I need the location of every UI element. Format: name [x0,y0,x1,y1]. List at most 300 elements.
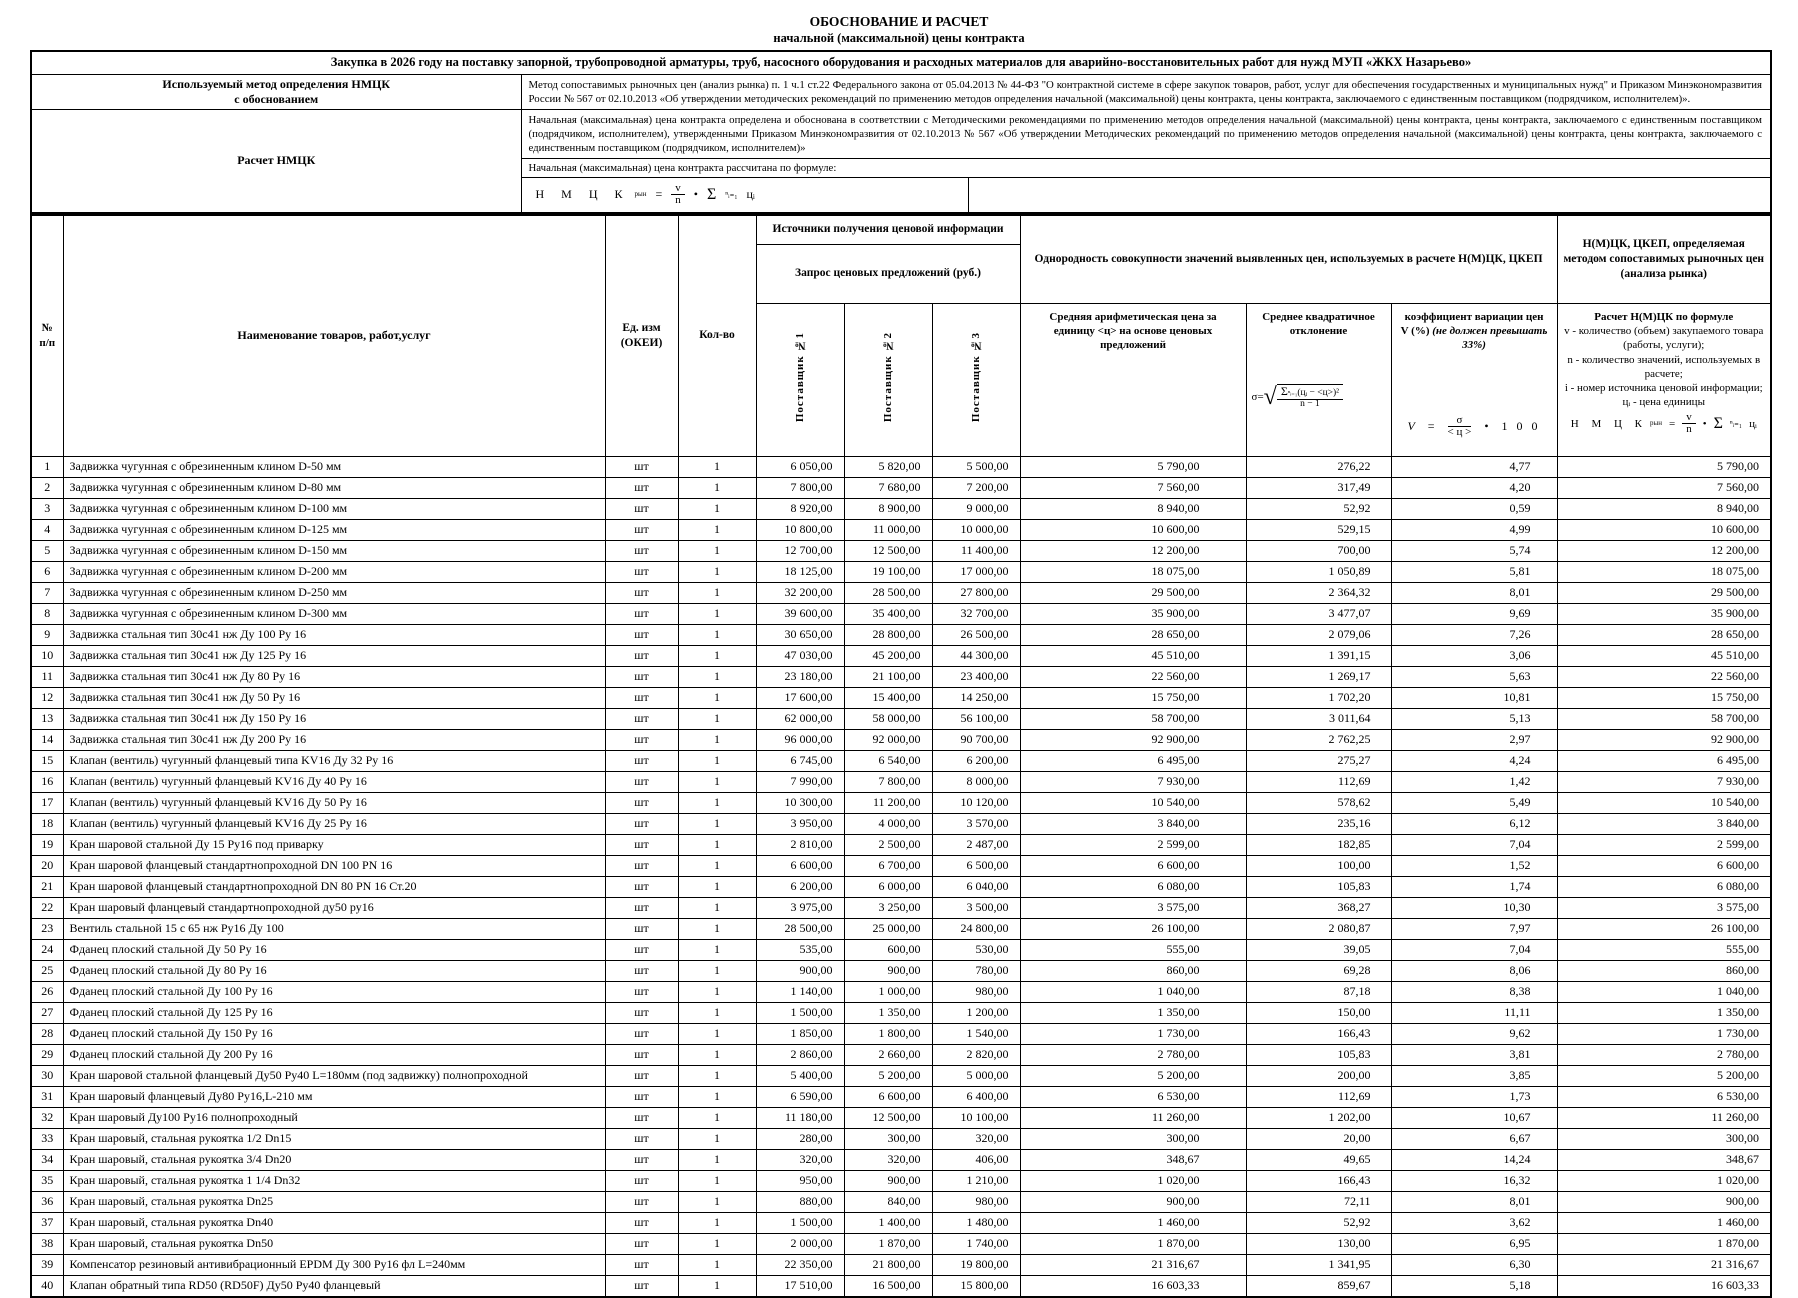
cell-supplier1-price: 1 850,00 [756,1023,844,1044]
cell-num: 1 [31,456,63,477]
cell-variation: 10,67 [1391,1107,1557,1128]
cell-supplier2-price: 19 100,00 [844,561,932,582]
cell-num: 21 [31,876,63,897]
cell-supplier2-price: 1 000,00 [844,981,932,1002]
cell-supplier2-price: 900,00 [844,1170,932,1191]
cell-name: Компенсатор резиновый антивибрационный EPDM Ду 300 Ру16 фл L=240мм [63,1254,605,1275]
cell-unit: шт [605,1128,678,1149]
cell-supplier1-price: 11 180,00 [756,1107,844,1128]
cell-stddev: 39,05 [1246,939,1391,960]
cell-name: Задвижка стальная тип 30с41 нж Ду 80 Ру 16 [63,666,605,687]
cell-nmck: 15 750,00 [1557,687,1771,708]
cell-avg-price: 12 200,00 [1020,540,1246,561]
cell-stddev: 1 202,00 [1246,1107,1391,1128]
cell-nmck: 5 790,00 [1557,456,1771,477]
cell-avg-price: 35 900,00 [1020,603,1246,624]
cell-avg-price: 7 930,00 [1020,771,1246,792]
cell-avg-price: 7 560,00 [1020,477,1246,498]
cell-num: 38 [31,1233,63,1254]
table-row [31,1191,1771,1212]
formula-intro: Начальная (максимальная) цена контракта рассчитана по формуле: [521,158,1771,177]
table-row [31,1128,1771,1149]
cell-supplier1-price: 1 500,00 [756,1002,844,1023]
cell-qty: 1 [678,1023,756,1044]
cell-variation: 6,30 [1391,1254,1557,1275]
cell-supplier1-price: 28 500,00 [756,918,844,939]
cell-unit: шт [605,1275,678,1297]
col-header-num: № п/п [31,215,63,457]
cell-stddev: 3 477,07 [1246,603,1391,624]
cell-unit: шт [605,477,678,498]
cell-supplier3-price: 10 120,00 [932,792,1020,813]
table-row [31,498,1771,519]
cell-supplier1-price: 6 200,00 [756,876,844,897]
cell-avg-price: 300,00 [1020,1128,1246,1149]
method-label-line1: Используемый метод определения НМЦК [162,76,391,91]
cell-qty: 1 [678,813,756,834]
cell-stddev: 166,43 [1246,1170,1391,1191]
cell-name: Задвижка стальная тип 30с41 нж Ду 50 Ру 16 [63,687,605,708]
cell-nmck: 1 020,00 [1557,1170,1771,1191]
cell-supplier3-price: 6 040,00 [932,876,1020,897]
formula-sum: Σ [706,185,717,203]
cell-num: 5 [31,540,63,561]
cell-nmck: 12 200,00 [1557,540,1771,561]
cell-qty: 1 [678,939,756,960]
table-row [31,666,1771,687]
cell-supplier1-price: 7 990,00 [756,771,844,792]
cell-supplier2-price: 2 500,00 [844,834,932,855]
cell-supplier3-price: 530,00 [932,939,1020,960]
cell-nmck: 6 495,00 [1557,750,1771,771]
cell-nmck: 2 780,00 [1557,1044,1771,1065]
cell-supplier1-price: 6 600,00 [756,855,844,876]
cell-stddev: 3 011,64 [1246,708,1391,729]
cell-name: Кран шаровый Ду100 Ру16 полнопроходный [63,1107,605,1128]
cell-num: 11 [31,666,63,687]
cell-supplier3-price: 3 500,00 [932,897,1020,918]
cell-variation: 8,01 [1391,1191,1557,1212]
cell-num: 7 [31,582,63,603]
formula-split [522,178,1771,212]
cell-stddev: 166,43 [1246,1023,1391,1044]
cell-name: Клапан обратный типа RD50 (RD50F) Ду50 Ру40 фланцевый [63,1275,605,1297]
cell-supplier3-price: 56 100,00 [932,708,1020,729]
cell-name: Кран шаровый, стальная рукоятка Dn25 [63,1191,605,1212]
cell-unit: шт [605,1233,678,1254]
cell-variation: 3,85 [1391,1065,1557,1086]
cell-name: Кран шаровой стальной Ду 15 Ру16 под приварку [63,834,605,855]
cell-name: Задвижка чугунная с обрезиненным клином D-200 мм [63,561,605,582]
formula-empty-cell [969,178,1771,212]
cell-nmck: 6 080,00 [1557,876,1771,897]
cell-name: Задвижка чугунная с обрезиненным клином D-125 мм [63,519,605,540]
cell-qty: 1 [678,918,756,939]
cell-num: 2 [31,477,63,498]
variation-note: (не должен превышать 33%) [1432,324,1548,352]
cell-stddev: 200,00 [1246,1065,1391,1086]
cell-avg-price: 6 530,00 [1020,1086,1246,1107]
cell-variation: 4,99 [1391,519,1557,540]
col-header-calc: Расчет Н(М)ЦК по формуле v - количество (объем) закупаемого товара (работы, услуги); n - количество значений, используемых в расчете; i - номер источника ценовой информации; цᵢ - цена единицы Н М Ц К рын = $\frac{v}{n}$ • Σ ⁿᵢ₌₁ цᵢ [1557,303,1771,456]
cell-name: Задвижка чугунная с обрезиненным клином D-80 мм [63,477,605,498]
cell-variation: 7,26 [1391,624,1557,645]
cell-stddev: 1 391,15 [1246,645,1391,666]
cell-num: 16 [31,771,63,792]
cell-supplier2-price: 1 400,00 [844,1212,932,1233]
cell-qty: 1 [678,1149,756,1170]
cell-unit: шт [605,1254,678,1275]
cell-supplier2-price: 8 900,00 [844,498,932,519]
cell-qty: 1 [678,1212,756,1233]
nmck-formula-content [536,183,755,207]
cell-nmck: 16 603,33 [1557,1275,1771,1297]
col-header-variation: коэффициент вариации цен V (%) (не должен превышать 33%) V = $\frac{\sigma}{< ц >}$ • 1 0 0 [1391,303,1557,456]
cell-num: 14 [31,729,63,750]
cell-qty: 1 [678,477,756,498]
calculation-table [30,214,1772,1298]
cell-avg-price: 6 495,00 [1020,750,1246,771]
cell-supplier1-price: 8 920,00 [756,498,844,519]
cell-num: 32 [31,1107,63,1128]
cell-nmck: 900,00 [1557,1191,1771,1212]
table-row [31,834,1771,855]
cell-avg-price: 29 500,00 [1020,582,1246,603]
title-line-2: начальной (максимальной) цены контракта [773,30,1025,45]
cell-variation: 7,04 [1391,834,1557,855]
cell-stddev: 276,22 [1246,456,1391,477]
cell-stddev: 52,92 [1246,1212,1391,1233]
cell-supplier3-price: 6 400,00 [932,1086,1020,1107]
cell-qty: 1 [678,729,756,750]
cell-supplier1-price: 22 350,00 [756,1254,844,1275]
cell-num: 39 [31,1254,63,1275]
cell-unit: шт [605,813,678,834]
cell-supplier2-price: 11 200,00 [844,792,932,813]
cell-nmck: 18 075,00 [1557,561,1771,582]
cell-supplier2-price: 5 820,00 [844,456,932,477]
cell-supplier3-price: 406,00 [932,1149,1020,1170]
cell-supplier3-price: 24 800,00 [932,918,1020,939]
cell-avg-price: 26 100,00 [1020,918,1246,939]
cell-supplier1-price: 12 700,00 [756,540,844,561]
cell-nmck: 2 599,00 [1557,834,1771,855]
cell-num: 24 [31,939,63,960]
cell-name: Кран шаровый, стальная рукоятка 3/4 Dn20 [63,1149,605,1170]
table-row [31,855,1771,876]
cell-name: Кран шаровой фланцевый стандартнопроходной DN 100 PN 16 [63,855,605,876]
cell-avg-price: 28 650,00 [1020,624,1246,645]
table-row [31,939,1771,960]
cell-name: Клапан (вентиль) чугунный фланцевый KV16 Ду 50 Ру 16 [63,792,605,813]
cell-supplier1-price: 17 600,00 [756,687,844,708]
cell-name: Кран шаровый, стальная рукоятка Dn40 [63,1212,605,1233]
cell-supplier1-price: 2 860,00 [756,1044,844,1065]
cell-avg-price: 3 575,00 [1020,897,1246,918]
cell-supplier2-price: 6 700,00 [844,855,932,876]
cell-nmck: 7 930,00 [1557,771,1771,792]
cell-qty: 1 [678,708,756,729]
cell-unit: шт [605,708,678,729]
cell-name: Задвижка стальная тип 30с41 нж Ду 200 Ру 16 [63,729,605,750]
cell-num: 9 [31,624,63,645]
cell-unit: шт [605,645,678,666]
cell-nmck: 10 600,00 [1557,519,1771,540]
method-label-line2: с обоснованием [234,91,319,106]
cell-qty: 1 [678,498,756,519]
cell-supplier1-price: 17 510,00 [756,1275,844,1297]
cell-supplier2-price: 58 000,00 [844,708,932,729]
stddev-formula: σ= √ $\frac{\text{Σⁿᵢ₌₁(цᵢ − <ц>)²}}{n - 1}$ [1250,384,1388,410]
cell-unit: шт [605,855,678,876]
cell-variation: 2,97 [1391,729,1557,750]
cell-supplier3-price: 2 487,00 [932,834,1020,855]
table-row [31,540,1771,561]
table-row [31,960,1771,981]
cell-supplier3-price: 10 100,00 [932,1107,1020,1128]
cell-avg-price: 45 510,00 [1020,645,1246,666]
col-header-qty: Кол-во [678,215,756,457]
formula-cell [521,177,1771,213]
cell-qty: 1 [678,897,756,918]
cell-supplier3-price: 3 570,00 [932,813,1020,834]
cell-supplier2-price: 12 500,00 [844,1107,932,1128]
cell-supplier1-price: 32 200,00 [756,582,844,603]
cell-supplier2-price: 16 500,00 [844,1275,932,1297]
cell-nmck: 300,00 [1557,1128,1771,1149]
table-body [31,456,1771,1297]
cell-stddev: 2 762,25 [1246,729,1391,750]
cell-variation: 1,73 [1391,1086,1557,1107]
cell-avg-price: 1 350,00 [1020,1002,1246,1023]
title-line-1: ОБОСНОВАНИЕ И РАСЧЕТ [809,14,989,29]
col-group-sources: Источники получения ценовой информации [756,215,1020,245]
col-header-supplier1: Поставщик №1 [756,303,844,456]
cell-supplier3-price: 2 820,00 [932,1044,1020,1065]
cell-unit: шт [605,1002,678,1023]
cell-name: Фданец плоский стальной Ду 50 Ру 16 [63,939,605,960]
cell-name: Задвижка чугунная с обрезиненным клином D-300 мм [63,603,605,624]
cell-avg-price: 10 540,00 [1020,792,1246,813]
cell-stddev: 1 341,95 [1246,1254,1391,1275]
cell-avg-price: 1 460,00 [1020,1212,1246,1233]
cell-supplier2-price: 1 800,00 [844,1023,932,1044]
cell-supplier1-price: 6 050,00 [756,456,844,477]
cell-name: Клапан (вентиль) чугунный фланцевый KV16 Ду 40 Ру 16 [63,771,605,792]
cell-name: Фданец плоский стальной Ду 100 Ру 16 [63,981,605,1002]
cell-qty: 1 [678,1107,756,1128]
cell-num: 36 [31,1191,63,1212]
cell-stddev: 275,27 [1246,750,1391,771]
cell-variation: 6,12 [1391,813,1557,834]
cell-unit: шт [605,792,678,813]
table-row [31,1212,1771,1233]
cell-unit: шт [605,1170,678,1191]
cell-unit: шт [605,1044,678,1065]
cell-stddev: 100,00 [1246,855,1391,876]
cell-variation: 5,74 [1391,540,1557,561]
cell-num: 8 [31,603,63,624]
cell-avg-price: 11 260,00 [1020,1107,1246,1128]
table-row [31,1002,1771,1023]
cell-avg-price: 10 600,00 [1020,519,1246,540]
cell-supplier2-price: 15 400,00 [844,687,932,708]
calc-description: Начальная (максимальная) цена контракта определена и обоснована в соответствии с Методическими рекомендациями по применению методов определения начальной (максимальной) цены контракта, цены контракта, заключаемого с единственным поставщиком (подрядчиком, исполнителем), утвержденными Приказом Минэкономразвития от 02.10.2013 № 567 «Об утверждении Методических рекомендаций по применению методов определения начальной (максимальной) цены контракта, цены контракта, заключаемого с единственным поставщиком (подрядчиком, исполнителем)» [521,109,1771,158]
cell-unit: шт [605,666,678,687]
table-row [31,981,1771,1002]
cell-avg-price: 16 603,33 [1020,1275,1246,1297]
cell-avg-price: 1 870,00 [1020,1233,1246,1254]
cell-supplier2-price: 1 350,00 [844,1002,932,1023]
cell-supplier1-price: 7 800,00 [756,477,844,498]
cell-num: 13 [31,708,63,729]
cell-nmck: 1 040,00 [1557,981,1771,1002]
cell-stddev: 1 050,89 [1246,561,1391,582]
cell-avg-price: 6 600,00 [1020,855,1246,876]
cell-supplier1-price: 5 400,00 [756,1065,844,1086]
cell-variation: 4,77 [1391,456,1557,477]
cell-supplier3-price: 27 800,00 [932,582,1020,603]
cell-unit: шт [605,771,678,792]
cell-name: Кран шаровой стальной фланцевый Ду50 Ру40 L=180мм (под задвижку) полнопроходной [63,1065,605,1086]
formula-sup: рын [634,190,647,199]
table-row [31,1107,1771,1128]
cell-supplier3-price: 9 000,00 [932,498,1020,519]
cell-num: 23 [31,918,63,939]
cell-stddev: 20,00 [1246,1128,1391,1149]
cell-qty: 1 [678,1086,756,1107]
cell-supplier3-price: 1 740,00 [932,1233,1020,1254]
cell-nmck: 1 460,00 [1557,1212,1771,1233]
cell-qty: 1 [678,645,756,666]
cell-supplier2-price: 7 680,00 [844,477,932,498]
cell-supplier1-price: 280,00 [756,1128,844,1149]
cell-unit: шт [605,519,678,540]
cell-stddev: 52,92 [1246,498,1391,519]
table-row [31,477,1771,498]
cell-stddev: 700,00 [1246,540,1391,561]
cell-nmck: 6 600,00 [1557,855,1771,876]
col-header-unit: Ед. изм (ОКЕИ) [605,215,678,457]
calc-row [31,109,1771,158]
cell-stddev: 130,00 [1246,1233,1391,1254]
cell-num: 26 [31,981,63,1002]
cell-variation: 9,69 [1391,603,1557,624]
cell-supplier2-price: 600,00 [844,939,932,960]
cell-num: 18 [31,813,63,834]
cell-name: Задвижка чугунная с обрезиненным клином D-150 мм [63,540,605,561]
cell-qty: 1 [678,666,756,687]
cell-name: Задвижка стальная тип 30с41 нж Ду 125 Ру 16 [63,645,605,666]
table-row [31,771,1771,792]
cell-num: 20 [31,855,63,876]
cell-supplier3-price: 320,00 [932,1128,1020,1149]
table-row [31,1086,1771,1107]
cell-avg-price: 92 900,00 [1020,729,1246,750]
table-row [31,1023,1771,1044]
cell-avg-price: 5 790,00 [1020,456,1246,477]
cell-stddev: 182,85 [1246,834,1391,855]
table-row [31,1275,1771,1297]
cell-nmck: 28 650,00 [1557,624,1771,645]
cell-unit: шт [605,582,678,603]
cell-qty: 1 [678,960,756,981]
cell-supplier3-price: 1 480,00 [932,1212,1020,1233]
cell-variation: 1,52 [1391,855,1557,876]
cell-qty: 1 [678,1170,756,1191]
method-row [31,74,1771,109]
cell-num: 25 [31,960,63,981]
cell-supplier1-price: 30 650,00 [756,624,844,645]
cell-supplier2-price: 3 250,00 [844,897,932,918]
cell-qty: 1 [678,1191,756,1212]
nmck-formula [522,178,969,212]
cell-stddev: 1 702,20 [1246,687,1391,708]
cell-variation: 5,18 [1391,1275,1557,1297]
cell-name: Кран шаровый, стальная рукоятка 1/2 Dn15 [63,1128,605,1149]
cell-supplier3-price: 19 800,00 [932,1254,1020,1275]
cell-supplier2-price: 35 400,00 [844,603,932,624]
calc-label: Расчет НМЦК [31,109,521,213]
cell-avg-price: 348,67 [1020,1149,1246,1170]
cell-stddev: 2 364,32 [1246,582,1391,603]
cell-nmck: 92 900,00 [1557,729,1771,750]
cell-stddev: 529,15 [1246,519,1391,540]
cell-unit: шт [605,624,678,645]
cell-avg-price: 1 730,00 [1020,1023,1246,1044]
cell-name: Задвижка стальная тип 30с41 нж Ду 100 Ру 16 [63,624,605,645]
cell-qty: 1 [678,1233,756,1254]
cell-supplier2-price: 12 500,00 [844,540,932,561]
cell-variation: 6,95 [1391,1233,1557,1254]
cell-supplier3-price: 14 250,00 [932,687,1020,708]
table-row [31,1044,1771,1065]
cell-nmck: 10 540,00 [1557,792,1771,813]
table-row [31,1149,1771,1170]
table-row [31,603,1771,624]
cell-num: 30 [31,1065,63,1086]
cell-avg-price: 900,00 [1020,1191,1246,1212]
table-row [31,582,1771,603]
cell-qty: 1 [678,687,756,708]
cell-supplier2-price: 21 800,00 [844,1254,932,1275]
cell-variation: 3,62 [1391,1212,1557,1233]
cell-nmck: 11 260,00 [1557,1107,1771,1128]
cell-supplier3-price: 23 400,00 [932,666,1020,687]
variation-v-label: V (%) [1400,324,1430,337]
cell-unit: шт [605,897,678,918]
cell-supplier3-price: 6 200,00 [932,750,1020,771]
cell-variation: 1,74 [1391,876,1557,897]
cell-nmck: 35 900,00 [1557,603,1771,624]
cell-num: 3 [31,498,63,519]
document-title [0,14,1798,47]
table-row [31,918,1771,939]
cell-qty: 1 [678,750,756,771]
cell-unit: шт [605,939,678,960]
cell-supplier1-price: 3 950,00 [756,813,844,834]
formula-mult: • [693,187,698,202]
cell-qty: 1 [678,981,756,1002]
cell-unit: шт [605,876,678,897]
cell-supplier2-price: 28 500,00 [844,582,932,603]
cell-nmck: 5 200,00 [1557,1065,1771,1086]
cell-variation: 5,63 [1391,666,1557,687]
cell-name: Фданец плоский стальной Ду 200 Ру 16 [63,1044,605,1065]
cell-nmck: 3 575,00 [1557,897,1771,918]
cell-name: Фданец плоский стальной Ду 80 Ру 16 [63,960,605,981]
cell-supplier2-price: 21 100,00 [844,666,932,687]
